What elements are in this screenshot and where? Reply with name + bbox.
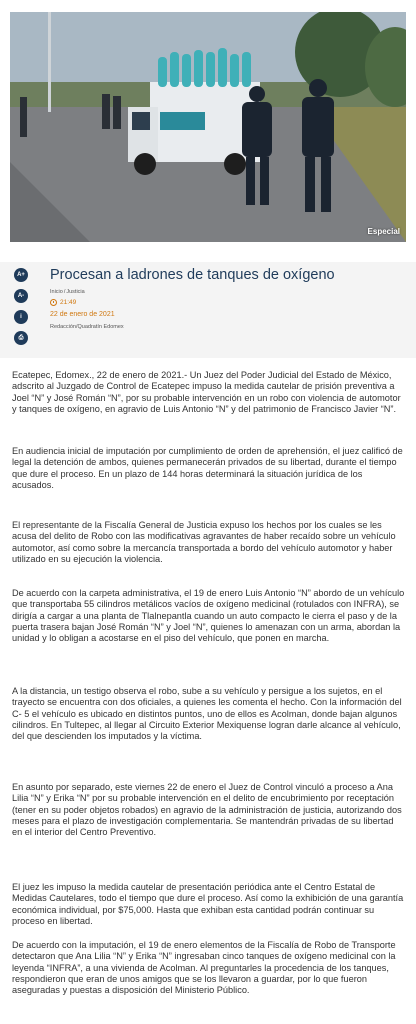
print-icon[interactable]: ⎙ xyxy=(14,331,28,345)
breadcrumb-separator: / xyxy=(63,289,66,295)
info-icon[interactable]: i xyxy=(14,310,28,324)
article-paragraph: De acuerdo con la carpeta administrativa, el 19 de enero Luis Antonio “N” abordo de un vehículo que transportaba 55 cilindros metálicos vacíos de oxígeno medicinal (rotulados con INFRA), se dirigía a cargar a una planta de Tlalnepantla cuando un auto compacto le cierra el paso y de la puerta trasera bajan José Román “N” y Joel “N”, quienes lo amenazan con un arma, abordan la unidad y lo obligan a acostarse en el piso del vehículo, que ponen en marcha. xyxy=(12,588,405,644)
article-paragraph: El juez les impuso la medida cautelar de presentación periódica ante el Centro Estatal de Medidas Cautelares, todo el tiempo que dure el proceso. Así como la exhibición de una garantía económica individual, por $75,000. Hasta que exhiban esta cantidad podrán continuar su proceso en libertad. xyxy=(12,882,404,926)
article-paragraph: A la distancia, un testigo observa el robo, sube a su vehículo y persigue a los sujetos, en el trayecto se encuentra con dos oficiales, a quienes les comenta el hecho. Con la información del C- 5 el vehículo es ubicado en distintos puntos, uno de ellos es Acolman, donde bajan algunos cilindros. En Tultepec, al llegar al Circuito Exterior Mexiquense logran darle alcance al vehículo, del que descienden los imputados y la víctima. xyxy=(12,686,402,742)
breadcrumb-home-link[interactable]: Inicio xyxy=(50,289,63,295)
article-paragraph: Ecatepec, Edomex., 22 de enero de 2021.- Un Juez del Poder Judicial del Estado de México, adscrito al Juzgado de Control de Ecatepec impuso la medida cautelar de prisión preventiva a Joel “N” y José Román “N”, por su probable intervención en un robo con violencia de automotor y tanques de oxígeno, en agravio de Luis Antonio “N” y del patrimonio de Francisco Javier “N”. xyxy=(12,370,401,414)
article-paragraph: En audiencia inicial de imputación por cumplimiento de orden de aprehensión, el juez calificó de legal la detención de ambos, quienes permanecerán privados de su libertad, durante el tiempo que dure el proceso. En un plazo de 144 horas determinará la situación jurídica de los acusados. xyxy=(12,446,403,490)
font-decrease-button[interactable]: A- xyxy=(14,289,28,303)
publish-time-value: 21:49 xyxy=(60,299,77,306)
clock-icon xyxy=(50,299,57,306)
article-author: Redacción/Quadratín Edomex xyxy=(50,324,124,330)
article-paragraph: El representante de la Fiscalía General de Justicia expuso los hechos por los cuales se les acusa del delito de Robo con las modificativas agravantes de haber recaído sobre un vehículo automotor, así como sobre la mercancía transportada a bordo del vehículo automotor y haber utilizado en su ejecución la violencia. xyxy=(12,520,396,564)
publish-date: 22 de enero de 2021 xyxy=(50,311,115,318)
article-header xyxy=(0,262,416,358)
article-title: Procesan a ladrones de tanques de oxígeno xyxy=(50,267,335,283)
article-paragraph: En asunto por separado, este viernes 22 de enero el Juez de Control vinculó a proceso a Ana Lilia “N” y Erika “N” por su probable intervención en el delito de encubrimiento por receptación (tener en su poder objetos robados) en agravio de la administración de justicia, autorizando dos meses para el plazo de investigación complementaria. Se mantendrán privadas de su libertad en el interior del Centro Preventivo. xyxy=(12,782,402,838)
breadcrumb-section-link[interactable]: Justicia xyxy=(66,289,85,295)
hero-image xyxy=(10,12,406,242)
article-paragraph: De acuerdo con la imputación, el 19 de enero elementos de la Fiscalía de Robo de Transporte detectaron que Ana Lilia “N” y Erika “N” ingresaban cinco tanques de oxígeno medicinal con la leyenda “INFRA”, a una vivienda de Acolman. Al preguntarles la procedencia de los tanques, respondieron que eran de unos amigos que se los llevaron a guardar, por lo que fueron aseguradas y puestas a disposición del Ministerio Público. xyxy=(12,940,396,996)
publish-time xyxy=(50,299,76,306)
article-toolbar xyxy=(14,268,30,352)
font-increase-button[interactable]: A+ xyxy=(14,268,28,282)
breadcrumb xyxy=(50,289,85,295)
hero-caption: Especial xyxy=(367,227,400,236)
hero-photo-illustration xyxy=(10,12,406,242)
